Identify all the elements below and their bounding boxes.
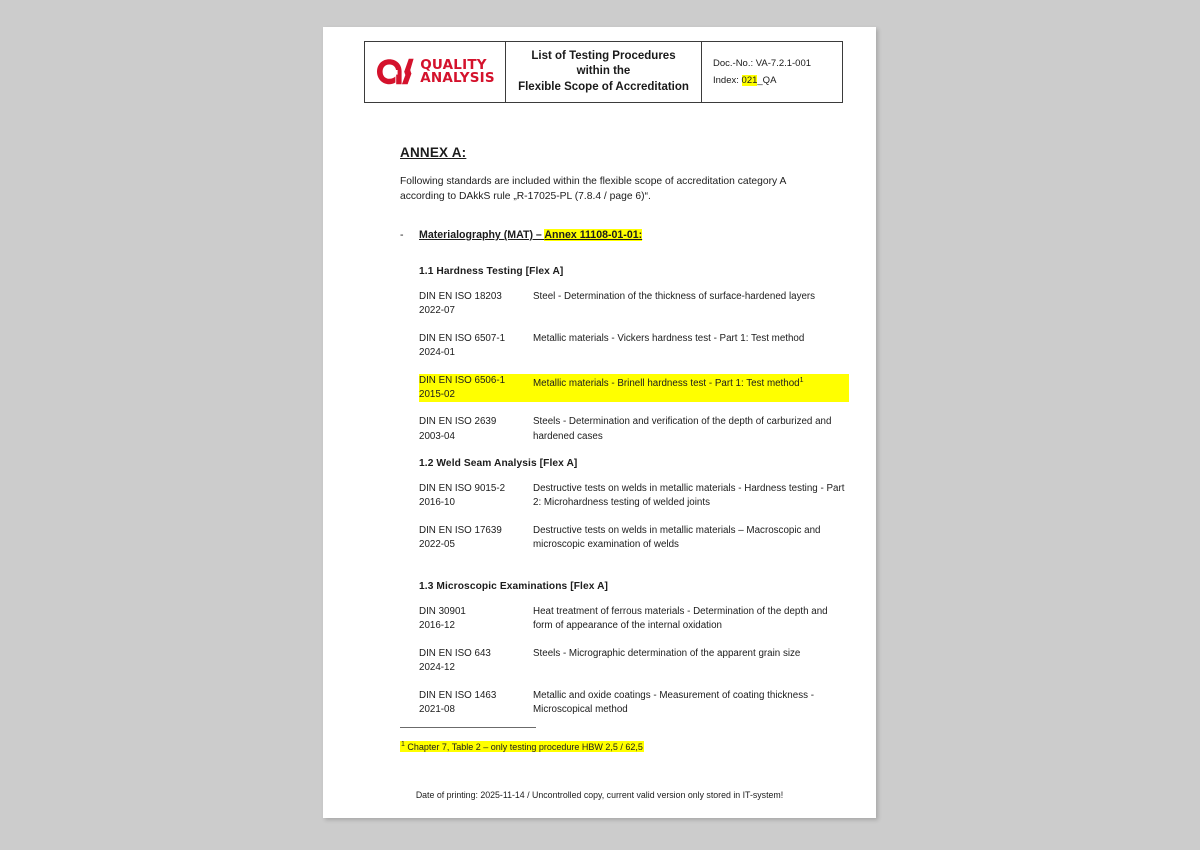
section-title: 1.2 Weld Seam Analysis [Flex A]	[419, 458, 578, 469]
standard-number: DIN EN ISO 2639	[419, 416, 497, 428]
footnote-marker: 1	[401, 741, 405, 748]
standard-number-cell	[419, 689, 533, 718]
standard-number-cell	[419, 647, 533, 676]
intro-paragraph: Following standards are included within the flexible scope of accreditation category A according to DAkkS rule „R-17025-PL (7.8.4 / page 6)“.	[400, 176, 786, 202]
standard-date: 2016-12	[419, 620, 455, 632]
standard-description: Steel - Determination of the thickness of surface-hardened layers	[533, 291, 816, 302]
standard-description-cell	[533, 415, 849, 444]
standard-description-cell	[533, 374, 849, 403]
standard-number: DIN EN ISO 6506-1	[419, 374, 506, 386]
standard-number-cell	[419, 290, 533, 319]
header-meta-cell	[702, 42, 842, 102]
section-title: 1.1 Hardness Testing [Flex A]	[419, 266, 564, 277]
standard-description: Metallic materials - Brinell hardness test - Part 1: Test method	[533, 377, 800, 389]
section-3	[419, 581, 849, 730]
company-logo	[375, 58, 495, 86]
page-title: ANNEX A:	[400, 145, 467, 160]
category-name: Materialography (MAT) –	[419, 229, 545, 241]
standard-row	[419, 605, 849, 634]
document-header-table	[364, 41, 843, 103]
standard-description: Destructive tests on welds in metallic materials – Macroscopic and microscopic examination of welds	[533, 524, 821, 551]
standard-description: Metallic materials - Vickers hardness test - Part 1: Test method	[533, 332, 805, 344]
standard-description-cell	[533, 689, 849, 718]
standard-row	[419, 689, 849, 718]
standard-number-cell	[419, 374, 533, 403]
standard-row	[419, 415, 849, 444]
standard-description-cell	[533, 332, 849, 361]
standard-number: DIN EN ISO 643	[419, 647, 491, 659]
standard-date: 2003-04	[419, 430, 455, 442]
standard-footnote-marker: 1	[799, 376, 804, 384]
section-title: 1.3 Microscopic Examinations [Flex A]	[419, 581, 609, 592]
footnote-separator	[400, 727, 536, 728]
standard-date: 2015-02	[419, 389, 455, 401]
standard-description: Metallic and oxide coatings - Measurement of coating thickness - Microscopical method	[533, 689, 814, 716]
standard-number: DIN EN ISO 1463	[419, 689, 497, 701]
standard-number-cell	[419, 332, 533, 361]
standard-date: 2024-01	[419, 347, 455, 359]
standard-number: DIN EN ISO 18203	[419, 291, 502, 302]
standard-row	[419, 290, 849, 319]
standard-row	[419, 374, 849, 403]
footnote-body: Chapter 7, Table 2 – only testing procedure HBW 2,5 / 62,5	[404, 742, 643, 752]
standard-date: 2022-05	[419, 539, 455, 551]
standard-number-cell	[419, 524, 533, 553]
standard-description-cell	[533, 605, 849, 634]
standard-row	[419, 647, 849, 676]
page-footer: Date of printing: 2025-11-14 / Uncontrolled copy, current valid version only stored in IT-system!	[415, 790, 784, 800]
standard-date: 2021-08	[419, 704, 455, 716]
standard-date: 2024-12	[419, 662, 455, 674]
section-2	[419, 458, 849, 566]
doc-number: Doc.-No.: VA-7.2.1-001	[713, 58, 812, 69]
standard-date: 2016-10	[419, 497, 455, 509]
header-logo-cell	[365, 42, 506, 102]
standard-description-cell	[533, 290, 849, 319]
header-title-line-3: Flexible Scope of Accreditation	[518, 80, 689, 93]
standard-number: DIN EN ISO 9015-2	[419, 483, 506, 494]
standard-row	[419, 524, 849, 553]
logo-word-quality: QUALITY	[420, 56, 487, 73]
standard-description: Steels - Micrographic determination of the apparent grain size	[533, 647, 801, 659]
logo-word-analysis: ANALYSIS	[420, 70, 495, 86]
header-title-line-2: within the	[576, 65, 631, 78]
footnote-text	[400, 741, 644, 752]
doc-index-value: 021	[741, 75, 758, 86]
standard-description: Destructive tests on welds in metallic materials - Hardness testing - Part 2: Microhardness testing of welded joints	[533, 483, 845, 509]
standard-number: DIN EN ISO 17639	[419, 524, 502, 536]
standard-description: Steels - Determination and verification of the depth of carburized and hardened cases	[533, 416, 832, 442]
category-bullet-dash: -	[400, 229, 404, 241]
standard-description: Heat treatment of ferrous materials - Determination of the depth and form of appearance of the internal oxidation	[533, 606, 828, 632]
section-1	[419, 266, 849, 457]
standard-date: 2022-07	[419, 305, 455, 317]
standard-description-cell	[533, 482, 849, 511]
standard-description-cell	[533, 647, 849, 676]
document-page	[323, 27, 876, 818]
standard-number: DIN EN ISO 6507-1	[419, 332, 506, 344]
standard-row	[419, 332, 849, 361]
category-annex-code: Annex 11108-01-01:	[544, 229, 643, 241]
standard-description-cell	[533, 524, 849, 553]
qa-monogram-icon	[375, 58, 415, 86]
header-title-cell	[506, 42, 702, 102]
header-title-line-1: List of Testing Procedures	[531, 49, 676, 62]
doc-index-suffix: _QA	[757, 75, 777, 86]
doc-index-label: Index:	[713, 75, 742, 86]
standard-number-cell	[419, 415, 533, 444]
standard-row	[419, 482, 849, 511]
standard-number: DIN 30901	[419, 606, 466, 617]
category-heading	[419, 229, 642, 241]
standard-number-cell	[419, 605, 533, 634]
doc-index	[713, 72, 776, 89]
standard-number-cell	[419, 482, 533, 511]
